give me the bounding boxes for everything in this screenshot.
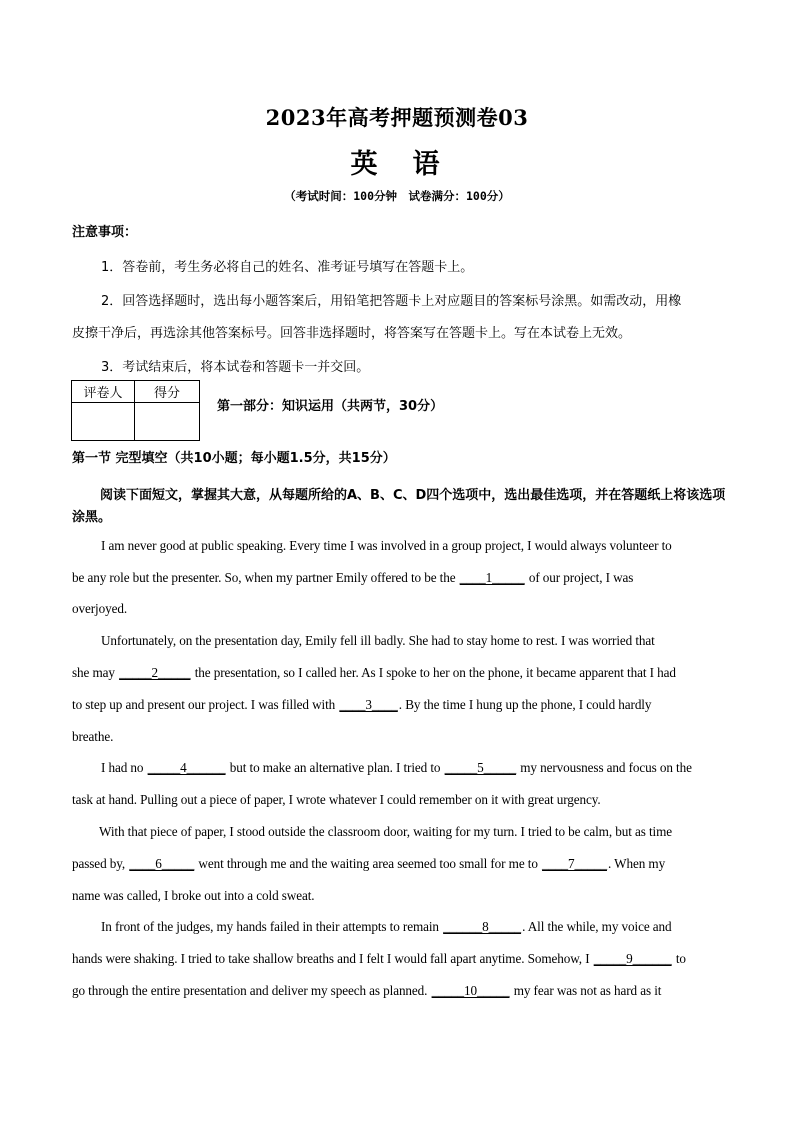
passage-line: be any role but the presenter. So, when my partner Emily offered to be the ____1_____ of our project, I was <box>72 570 634 585</box>
notice-item-1: 1．答卷前，考生务必将自己的姓名、准考证号填写在答题卡上。 <box>101 260 474 275</box>
blank-9: _____9______ <box>593 951 672 966</box>
notice-item-2-cont: 皮擦干净后，再选涂其他答案标号。回答非选择题时，将答案写在答题卡上。写在本试卷上无效。 <box>72 326 632 341</box>
blank-8: ______8_____ <box>443 919 522 934</box>
page-title: 2023年高考押题预测卷03 <box>265 105 529 130</box>
blank-7: ____7_____ <box>542 856 607 871</box>
blank-10: _____10_____ <box>431 983 510 998</box>
passage-line: go through the entire presentation and deliver my speech as planned. _____10_____ my fear was not as hard as it <box>72 983 662 998</box>
passage-line: hands were shaking. I tried to take shallow breaths and I felt I would fall apart anytime. Somehow, I _____9______ to <box>72 951 686 966</box>
grader-cell[interactable] <box>72 403 135 441</box>
passage-line: task at hand. Pulling out a piece of paper, I wrote whatever I could remember on it with great urgency. <box>72 792 601 807</box>
passage-line: In front of the judges, my hands failed in their attempts to remain ______8_____. All the while, my voice and <box>101 919 672 934</box>
blank-1: ____1_____ <box>459 570 525 585</box>
passage-line: she may _____2_____ the presentation, so I called her. As I spoke to her on the phone, it became apparent that I had <box>72 665 676 680</box>
notice-item-2: 2．回答选择题时，选出每小题答案后，用铅笔把答题卡上对应题目的答案标号涂黑。如需改动，用橡 <box>101 294 682 309</box>
blank-2: _____2_____ <box>119 665 191 680</box>
passage-line: to step up and present our project. I was filled with ____3____. By the time I hung up the phone, I could hardly <box>72 697 652 712</box>
notice-heading: 注意事项： <box>72 225 138 240</box>
passage-line: I am never good at public speaking. Every time I was involved in a group project, I would always volunteer to <box>101 538 672 553</box>
section-heading: 第一节 完型填空（共10小题；每小题1.5分，共15分） <box>72 451 396 466</box>
exam-info: （考试时间：100分钟 试卷满分：100分） <box>284 189 510 203</box>
grader-header: 评卷人 <box>72 381 135 403</box>
passage-line: With that piece of paper, I stood outside the classroom door, waiting for my turn. I tried to be calm, but as time <box>99 824 672 839</box>
passage-line: Unfortunately, on the presentation day, Emily fell ill badly. She had to stay home to rest. I was worried that <box>101 633 655 648</box>
score-header: 得分 <box>135 381 200 403</box>
passage-line: overjoyed. <box>72 601 128 616</box>
blank-4: _____4______ <box>147 760 226 775</box>
passage-line: breathe. <box>72 729 114 744</box>
score-table <box>71 380 200 441</box>
blank-5: _____5_____ <box>444 760 517 775</box>
blank-6: ____6_____ <box>129 856 195 871</box>
score-cell[interactable] <box>135 403 200 441</box>
passage-line: passed by, ____6_____ went through me and the waiting area seemed too small for me to ____7_____. When my <box>72 856 666 871</box>
passage-line: I had no _____4______ but to make an alternative plan. I tried to _____5_____ my nervousness and focus on the <box>101 760 692 775</box>
notice-item-3: 3．考试结束后，将本试卷和答题卡一并交回。 <box>101 360 370 375</box>
passage-line: name was called, I broke out into a cold sweat. <box>72 888 315 903</box>
blank-3: ____3____ <box>339 697 398 712</box>
subject-title: 英 语 <box>350 149 444 180</box>
part-heading: 第一部分：知识运用（共两节，30分） <box>217 399 444 414</box>
section-directions: 阅读下面短文，掌握其大意，从每题所给的A、B、C、D四个选项中，选出最佳选项，并在答题纸上将该选项涂黑。 <box>72 488 726 525</box>
